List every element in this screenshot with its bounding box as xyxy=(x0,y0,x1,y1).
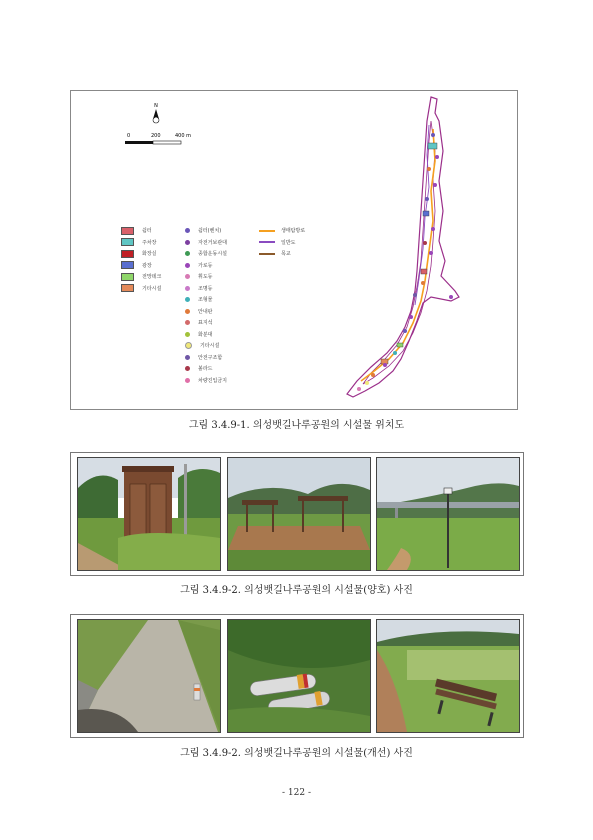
legend-item: 생태탐방로 xyxy=(259,225,305,237)
legend-item: 조명등 xyxy=(185,283,227,295)
scale-label-400: 400 m xyxy=(175,133,192,139)
photo-path xyxy=(77,619,221,733)
area-legend xyxy=(121,225,161,294)
north-arrow-icon xyxy=(153,109,159,123)
legend-item: 화분대 xyxy=(185,329,227,341)
figure-caption-improve: 그림 3.4.9-2. 의성뱃길나루공원의 시설물(개선) 사진 xyxy=(180,748,413,759)
facility-points xyxy=(357,133,453,391)
north-label: N xyxy=(154,103,158,109)
figure-caption-map: 그림 3.4.9-1. 의성뱃길나루공원의 시설물 위치도 xyxy=(188,420,405,431)
photo-streetlight xyxy=(376,457,520,571)
line-legend xyxy=(259,225,305,260)
page-number: - 122 - xyxy=(282,788,311,798)
point-legend xyxy=(185,225,227,386)
legend-item: 안내판 xyxy=(185,306,227,318)
legend-item: 휘도등 xyxy=(185,271,227,283)
legend-item: 기타시설 xyxy=(185,340,227,352)
legend-item: 차량진입금지 xyxy=(185,375,227,387)
legend-item: 화장실 xyxy=(121,248,161,260)
photo-toilet xyxy=(77,457,221,571)
legend-item: 조형물 xyxy=(185,294,227,306)
legend-item: 광장 xyxy=(121,260,161,272)
scale-label-200: 200 xyxy=(151,133,161,139)
legend-item: 일반도 xyxy=(259,237,305,249)
legend-item: 기타시설 xyxy=(121,283,161,295)
park-boundary xyxy=(347,97,459,397)
legend-item: 쉼터(벤치) xyxy=(185,225,227,237)
area-deck xyxy=(397,343,403,347)
legend-item: 표지석 xyxy=(185,317,227,329)
area-shelter xyxy=(421,269,427,274)
legend-item: 안전구조함 xyxy=(185,352,227,364)
legend-item: 종합운동시설 xyxy=(185,248,227,260)
photo-bench xyxy=(376,619,520,733)
figure-caption-good: 그림 3.4.9-2. 의성뱃길나루공원의 시설물(양호) 사진 xyxy=(180,585,413,596)
legend-item: 쉼터 xyxy=(121,225,161,237)
legend-item: 가로등 xyxy=(185,260,227,272)
area-plaza xyxy=(423,211,429,216)
photo-panel-good xyxy=(70,452,524,576)
legend-item: 볼라드 xyxy=(185,363,227,375)
photo-pergola xyxy=(227,457,371,571)
scale-label-0: 0 xyxy=(127,133,131,139)
legend-item: 전망데크 xyxy=(121,271,161,283)
legend-item: 목교 xyxy=(259,248,305,260)
area-parking xyxy=(428,143,437,149)
photo-bollards xyxy=(227,619,371,733)
facility-location-map xyxy=(70,90,518,410)
scale-bar xyxy=(125,141,181,144)
legend-item: 주차장 xyxy=(121,237,161,249)
legend-item: 자전거보관대 xyxy=(185,237,227,249)
photo-panel-improve xyxy=(70,614,524,738)
